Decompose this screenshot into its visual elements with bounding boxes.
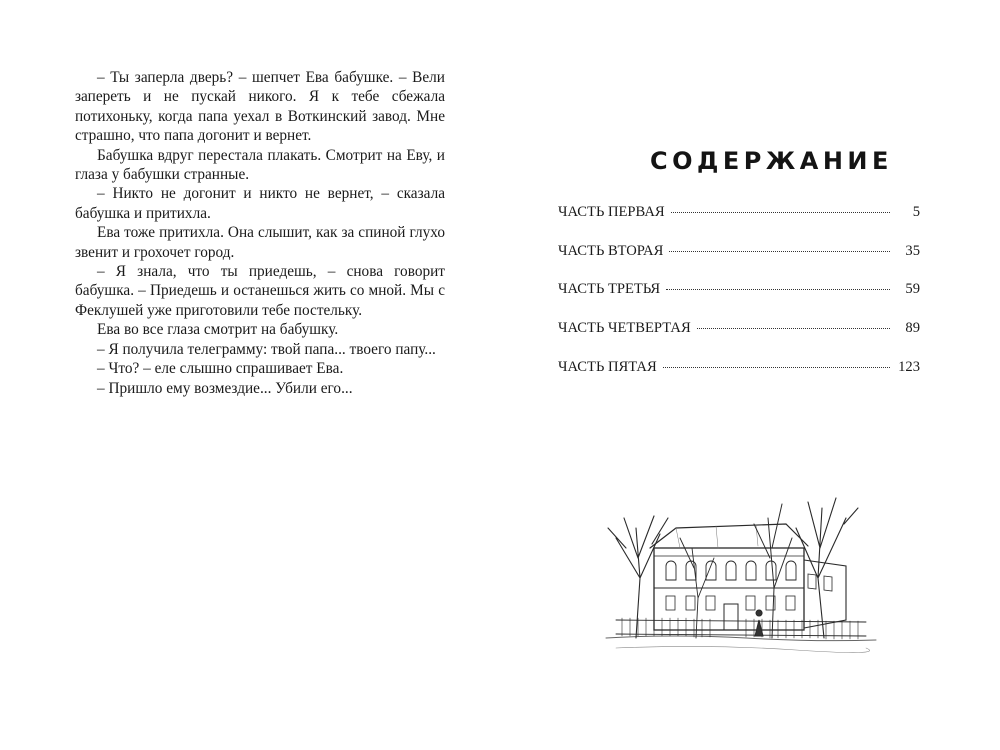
building-sketch-icon — [596, 488, 878, 664]
toc-entry-label: ЧАСТЬ ЧЕТВЕРТАЯ — [558, 320, 691, 337]
toc-entry-page: 89 — [905, 320, 920, 337]
toc-entry-label: ЧАСТЬ ПЕРВАЯ — [558, 204, 665, 220]
paragraph: Ева тоже притихла. Она слышит, как за спиной глухо звенит и грохочет город. — [75, 224, 445, 261]
toc-entry-page: 59 — [905, 281, 920, 298]
toc-entry[interactable] — [558, 359, 920, 398]
toc-entry[interactable] — [558, 320, 920, 359]
toc-title: СОДЕРЖАНИЕ — [650, 147, 893, 175]
paragraph: Бабушка вдруг перестала плакать. Смотрит на Еву, и глаза у бабушки странные. — [75, 146, 445, 184]
toc-leader-dots — [697, 328, 890, 329]
toc-entry[interactable] — [558, 243, 920, 282]
paragraph: – Что? – еле слышно спрашивает Ева. — [97, 360, 344, 378]
left-page-text — [75, 68, 445, 398]
toc-leader-dots — [669, 251, 890, 252]
toc-leader-dots — [671, 212, 890, 213]
table-of-contents — [558, 204, 920, 397]
paragraph: – Ты заперла дверь? – шепчет Ева бабушке. – Вели запереть и не пускай никого. Я к тебе сбежала потихоньку, когда папа уехал в Воткинский завод. Мне страшно, что папа догонит и вернет. — [75, 69, 445, 145]
toc-entry[interactable] — [558, 281, 920, 320]
toc-leader-dots — [663, 367, 890, 368]
paragraph: – Пришло ему возмездие... Убили его... — [97, 379, 353, 397]
paragraph: – Я знала, что ты приедешь, – снова говорит бабушка. – Приедешь и останешься жить со мной. Мы с Феклушей уже приготовили тебе постельку. — [75, 263, 445, 319]
toc-entry-label: ЧАСТЬ ВТОРАЯ — [558, 242, 664, 259]
toc-entry[interactable] — [558, 204, 920, 243]
paragraph: Ева во все глаза смотрит на бабушку. — [97, 321, 339, 339]
toc-entry-page: 123 — [898, 358, 920, 375]
toc-entry-page: 5 — [912, 204, 920, 220]
toc-entry-page: 35 — [905, 242, 920, 259]
toc-leader-dots — [666, 289, 890, 290]
toc-entry-label: ЧАСТЬ ТРЕТЬЯ — [558, 281, 661, 298]
toc-entry-label: ЧАСТЬ ПЯТАЯ — [558, 358, 657, 375]
paragraph: – Никто не догонит и никто не вернет, – сказала бабушка и притихла. — [75, 185, 445, 222]
paragraph: – Я получила телеграмму: твой папа... твоего папу... — [97, 340, 436, 358]
